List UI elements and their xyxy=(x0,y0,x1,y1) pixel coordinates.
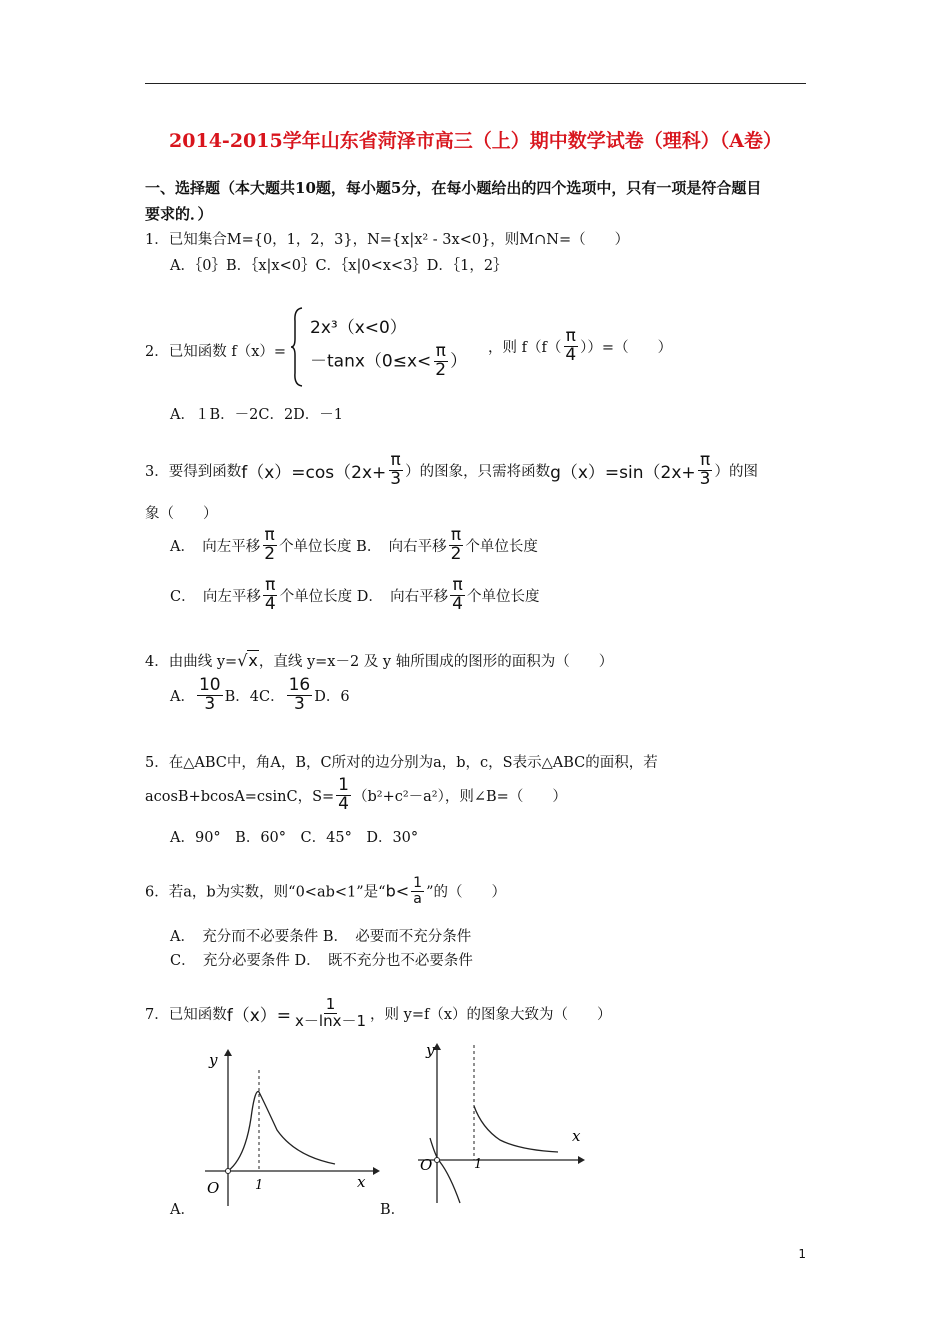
q3-ob-num: π xyxy=(450,525,462,545)
header-rule xyxy=(145,83,806,84)
q7-f: f（x）= xyxy=(226,1005,292,1026)
q3-fa-num: π xyxy=(390,450,401,470)
q4-opt-end: D．6 xyxy=(314,688,350,705)
q3-oa-den: 2 xyxy=(264,543,276,564)
q2-suffix-1: ，则 f（f（ xyxy=(488,339,562,356)
x-axis-arrow xyxy=(578,1156,585,1164)
q2-case-2-right: ） xyxy=(450,351,468,372)
q3-fa-den: 3 xyxy=(390,468,402,489)
q6-text-1: 6．若a，b为实数，则“0<ab<1”是“ xyxy=(145,884,386,901)
q2-frac-den: 2 xyxy=(435,359,447,380)
q2-case-2-left: －tanx（0≤x< xyxy=(310,351,432,372)
q6-num: 1 xyxy=(413,875,423,891)
q5-den: 4 xyxy=(338,793,349,814)
q6-frac xyxy=(411,876,424,906)
q4-c-num: 16 xyxy=(288,675,311,695)
q2-suffix-2: ））=（ ） xyxy=(580,339,673,356)
q3-ob-den: 2 xyxy=(450,543,462,564)
q3-opt-c: C． 向左平移 xyxy=(170,588,261,605)
q7-num: 1 xyxy=(325,995,336,1013)
question-5-options: A．90° B．60° C．45° D．30° xyxy=(170,830,419,846)
section-heading-1: 一、选择题（本大题共10题，每小题5分，在每小题给出的四个选项中，只有一项是符合题目 xyxy=(145,179,762,197)
q5-text-b: （b²+c²－a²），则∠B=（ ） xyxy=(352,788,567,805)
q4-frac-c xyxy=(287,677,313,714)
curve-left xyxy=(430,1138,460,1203)
q3-g: g（x）=sin（2x+ xyxy=(550,462,696,483)
q3-oa-num: π xyxy=(264,525,275,545)
q3-od-num: π xyxy=(452,575,463,595)
q4-frac-a xyxy=(197,677,223,714)
q4-text-1: 4．由曲线 y= xyxy=(145,654,238,670)
question-1-options: A．｛0｝B．｛x|x<0｝C．｛x|0<x<3｝D．｛1，2｝ xyxy=(170,258,508,274)
origin-label: O xyxy=(420,1156,433,1174)
section-heading-2: 要求的．） xyxy=(145,205,213,223)
q3-f: f（x）=cos（2x+ xyxy=(241,462,387,483)
q4-text-2: ，直线 y=x－2 及 y 轴所围成的图形的面积为（ ） xyxy=(258,654,614,670)
axis-y-label: y xyxy=(209,1051,218,1069)
q3-opt-a-frac xyxy=(262,527,277,564)
q4-a-den: 3 xyxy=(204,693,216,714)
q3-opt-c-frac xyxy=(263,577,278,614)
q3-text-3: ）的图 xyxy=(714,463,758,480)
origin-label: O xyxy=(207,1179,220,1197)
q3-text-2: ）的图象，只需将函数 xyxy=(405,463,551,480)
q4-sqrt-arg: x xyxy=(248,651,258,670)
question-5-line-2 xyxy=(145,777,567,814)
q7-frac xyxy=(293,997,368,1030)
q3-opt-a-unit: 个单位长度 xyxy=(279,538,352,555)
q7-den: x－lnx－1 xyxy=(295,1011,367,1030)
graph-a-label: A． xyxy=(170,1202,195,1218)
q3-opt-d-frac xyxy=(450,577,465,614)
x-axis-arrow xyxy=(373,1167,380,1175)
origin-point xyxy=(435,1158,440,1163)
q4-opt-a: A． xyxy=(170,688,195,705)
q3-opt-b-frac xyxy=(449,527,464,564)
question-3-line-2: 象（ ） xyxy=(145,506,218,522)
q3-opt-a: A． 向左平移 xyxy=(170,538,261,555)
page-title: 2014-2015学年山东省菏泽市高三（上）期中数学试卷（理科）（A卷） xyxy=(169,130,782,152)
question-2-prefix: 2．已知函数 f（x）= xyxy=(145,344,287,360)
question-6-options-cd: C． 充分必要条件 D． 既不充分也不必要条件 xyxy=(170,953,473,969)
question-7 xyxy=(145,997,612,1030)
q2-frac-num: π xyxy=(435,341,446,361)
sqrt-symbol: √x xyxy=(237,651,258,670)
y-axis-arrow xyxy=(224,1049,232,1056)
axis-x-label: x xyxy=(357,1173,366,1191)
q5-num: 1 xyxy=(338,775,349,795)
q3-fb-den: 3 xyxy=(699,468,711,489)
question-6-options-ab: A． 充分而不必要条件 B． 必要而不充分条件 xyxy=(170,929,472,945)
q3-fb-num: π xyxy=(699,450,711,470)
question-4-options xyxy=(170,677,350,714)
q3-pi-over-3-a xyxy=(388,452,403,489)
q3-opt-b-unit: 个单位长度 xyxy=(465,538,538,555)
graph-b-label: B． xyxy=(380,1202,406,1218)
q3-opt-b: B． 向右平移 xyxy=(356,538,447,555)
q6-b: b< xyxy=(385,881,410,901)
question-3-options-cd xyxy=(170,577,540,614)
origin-point xyxy=(226,1169,231,1174)
q3-od-den: 4 xyxy=(452,593,463,614)
curve-right xyxy=(474,1106,558,1152)
q5-text-a: acosB+bcosA=csinC，S= xyxy=(145,788,335,805)
q7-text-2: ，则 y=f（x）的图象大致为（ ） xyxy=(370,1006,612,1023)
question-3-options-ab xyxy=(170,527,538,564)
q3-opt-c-unit: 个单位长度 xyxy=(279,588,353,605)
tick-label: 1 xyxy=(474,1157,483,1172)
question-4 xyxy=(145,650,613,671)
q7-text-1: 7．已知函数 xyxy=(145,1006,227,1023)
q2-case-2 xyxy=(310,343,467,380)
graph-option-b xyxy=(410,1040,590,1205)
q2-frac2-num: π xyxy=(565,326,576,346)
q2-frac2-den: 4 xyxy=(565,344,577,365)
q4-a-num: 10 xyxy=(198,675,221,695)
q3-opt-d-unit: 个单位长度 xyxy=(467,588,540,605)
q6-den: a xyxy=(413,890,422,907)
page-number: 1 xyxy=(798,1247,806,1261)
q3-opt-d: D． 向右平移 xyxy=(356,588,449,605)
q5-quarter xyxy=(336,777,351,814)
q3-text-1: 3．要得到函数 xyxy=(145,463,242,480)
q2-case-1: 2x³（x<0） xyxy=(310,318,407,338)
question-3 xyxy=(145,452,758,489)
q6-text-2: ”的（ ） xyxy=(426,884,506,901)
q4-c-den: 3 xyxy=(294,693,305,714)
question-6 xyxy=(145,876,506,906)
q2-pi-over-2 xyxy=(433,343,448,380)
q3-pi-over-3-b xyxy=(698,452,713,489)
axis-x-label: x xyxy=(572,1127,581,1145)
graph-option-a xyxy=(195,1048,380,1208)
q3-oc-den: 4 xyxy=(264,593,276,614)
question-2-options: A．１B．－2C．2D．－1 xyxy=(170,407,344,423)
curve xyxy=(228,1092,335,1171)
question-1: 1．已知集合M={0，1，2，3}，N={x|x² - 3x<0}，则M∩N=（ ） xyxy=(145,232,630,248)
axis-y-label: y xyxy=(426,1041,435,1059)
tick-label: 1 xyxy=(255,1178,264,1193)
q2-suffix xyxy=(488,328,672,365)
q3-oc-num: π xyxy=(265,575,276,595)
q2-pi-over-4 xyxy=(563,328,578,365)
question-5-line-1: 5．在△ABC中，角A，B，C所对的边分别为a，b，c，S表示△ABC的面积，若 xyxy=(145,755,658,771)
q4-opt-mid: B．4C． xyxy=(224,688,285,705)
piecewise-brace xyxy=(290,307,304,387)
